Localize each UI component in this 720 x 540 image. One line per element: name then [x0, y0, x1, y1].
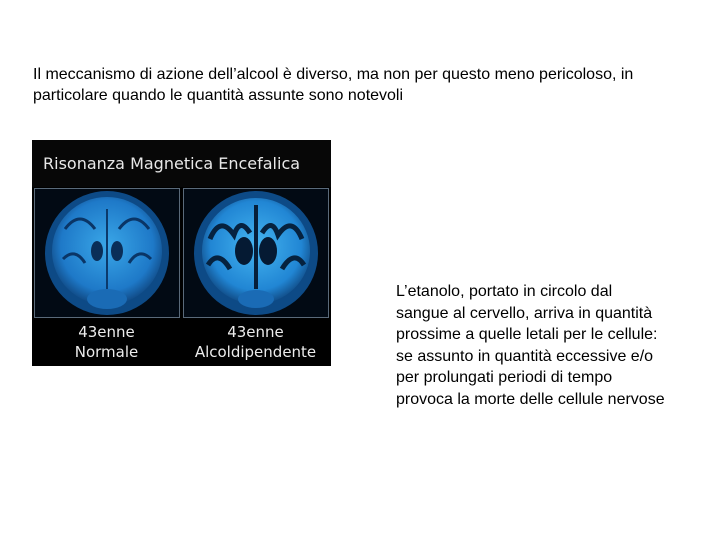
- normal-label: Normale: [74, 343, 139, 361]
- alcoholic-caption: [183, 322, 328, 362]
- side-text: L’etanolo, portato in circolo dal sangue al cervello, arriva in quantità prossime a quelle letali per le cellule: se assunto in quantità eccessive e/o per prolungati periodi di tempo provoca la morte delle cellule nervose: [396, 283, 665, 408]
- alcoholic-brain-scan: [183, 188, 329, 318]
- normal-caption: [34, 322, 179, 362]
- mri-comparison-image: [32, 140, 331, 366]
- mri-title: Risonanza Magnetica Encefalica: [32, 140, 331, 187]
- alcoholic-label: Alcoldipendente: [194, 343, 317, 361]
- intro-text: Il meccanismo di azione dell’alcool è diverso, ma non per questo meno pericoloso, in particolare quando le quantità assunte sono notevoli: [33, 66, 634, 104]
- alcoholic-age-label: 43enne: [227, 323, 284, 341]
- normal-age-label: 43enne: [78, 323, 135, 341]
- normal-brain-scan: [34, 188, 180, 318]
